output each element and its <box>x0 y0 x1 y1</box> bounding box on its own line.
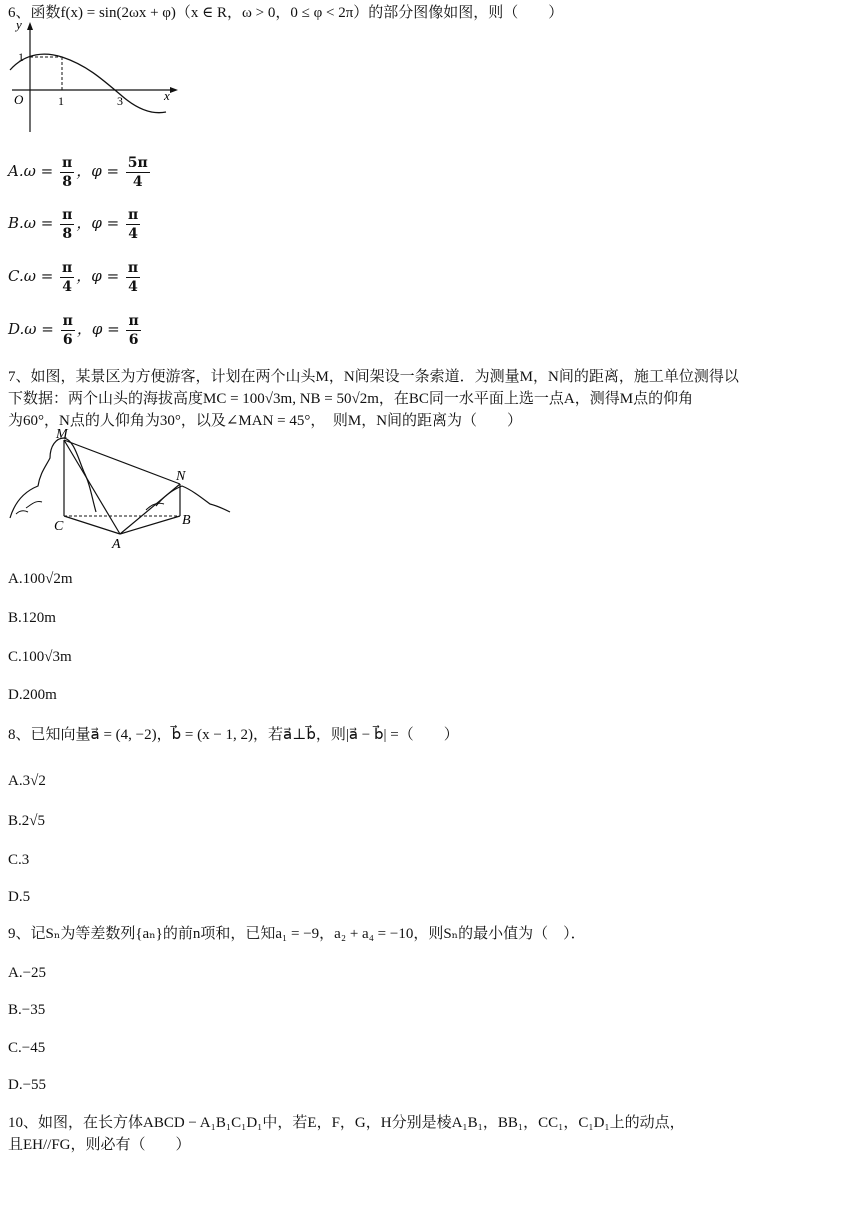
q6-option-d: D.ω = $\frac{\pi}{6}$ ，φ = $\frac{\pi}{6}$ <box>8 313 139 348</box>
q6-option-a: A.ω = $\frac{\pi}{8}$ ，φ = $\frac{5\pi}{4}$ <box>8 155 148 190</box>
question-8-stem: 8、已知向量a⃗ = (4, −2)，b⃗ = (x − 1, 2)，若a⃗⊥b⃗，则|a⃗ − b⃗| =（ ） <box>8 727 459 743</box>
question-6-graph <box>6 20 186 135</box>
q9-option-a: A.−25 <box>8 965 47 981</box>
q9-option-d: D.−55 <box>8 1077 47 1093</box>
q6-option-b: B.ω = $\frac{\pi}{8}$ ，φ = $\frac{\pi}{4}$ <box>8 207 139 242</box>
figure-label-m: M <box>56 428 68 442</box>
figure-label-n: N <box>176 469 186 484</box>
graph-x-three-label: 3 <box>117 94 123 108</box>
q7-option-b: B.120m <box>8 610 56 626</box>
graph-y-label: y <box>16 20 22 32</box>
q7-option-c: C.100√3m <box>8 649 72 665</box>
question-7-line-2: 下数据：两个山头的海拔高度MC = 100√3m, NB = 50√2m，在BC同一水平面上选一点A，测得M点的仰角 <box>8 391 694 407</box>
q8-option-c: C.3 <box>8 852 30 868</box>
q7-option-a: A.100√2m <box>8 571 73 587</box>
question-7-line-1: 7、如图，某景区为方便游客，计划在两个山头M，N间架设一条索道．为测量M，N间的距离，施工单位测得以 <box>8 369 739 385</box>
graph-y-one-label: 1 <box>18 50 24 64</box>
graph-x-one-label: 1 <box>58 94 64 108</box>
question-10-line-2: 且EH//FG，则必有（ ） <box>8 1137 191 1153</box>
q8-option-a: A.3√2 <box>8 773 46 789</box>
question-7-figure <box>6 428 236 553</box>
q8-option-d: D.5 <box>8 889 31 905</box>
q8-option-b: B.2√5 <box>8 813 45 829</box>
q9-option-b: B.−35 <box>8 1002 46 1018</box>
question-10-line-1: 10、如图，在长方体ABCD − A₁B₁C₁D₁中，若E，F，G，H分别是棱A₁B₁，BB₁，CC₁，C₁D₁上的动点， <box>8 1115 685 1131</box>
figure-label-a: A <box>112 537 121 552</box>
question-7-line-3: 为60°，N点的人仰角为30°，以及∠MAN = 45°， 则M，N间的距离为（ ） <box>8 413 523 429</box>
q6-option-c: C.ω = $\frac{\pi}{4}$ ，φ = $\frac{\pi}{4}$ <box>8 260 139 295</box>
q9-option-c: C.−45 <box>8 1040 46 1056</box>
question-9-stem: 9、记Sₙ为等差数列{aₙ}的前n项和，已知a₁ = −9，a₂ + a₄ = −10，则Sₙ的最小值为（ ）． <box>8 926 586 942</box>
graph-x-label: x <box>164 88 170 103</box>
figure-label-b: B <box>182 513 191 528</box>
q7-option-d: D.200m <box>8 687 57 703</box>
graph-origin-label: O <box>14 92 24 107</box>
figure-label-c: C <box>54 519 64 534</box>
question-6-stem: 6、函数f(x) = sin(2ωx + φ)（x ∈ R，ω > 0，0 ≤ φ < 2π）的部分图像如图，则（ ） <box>8 5 564 21</box>
